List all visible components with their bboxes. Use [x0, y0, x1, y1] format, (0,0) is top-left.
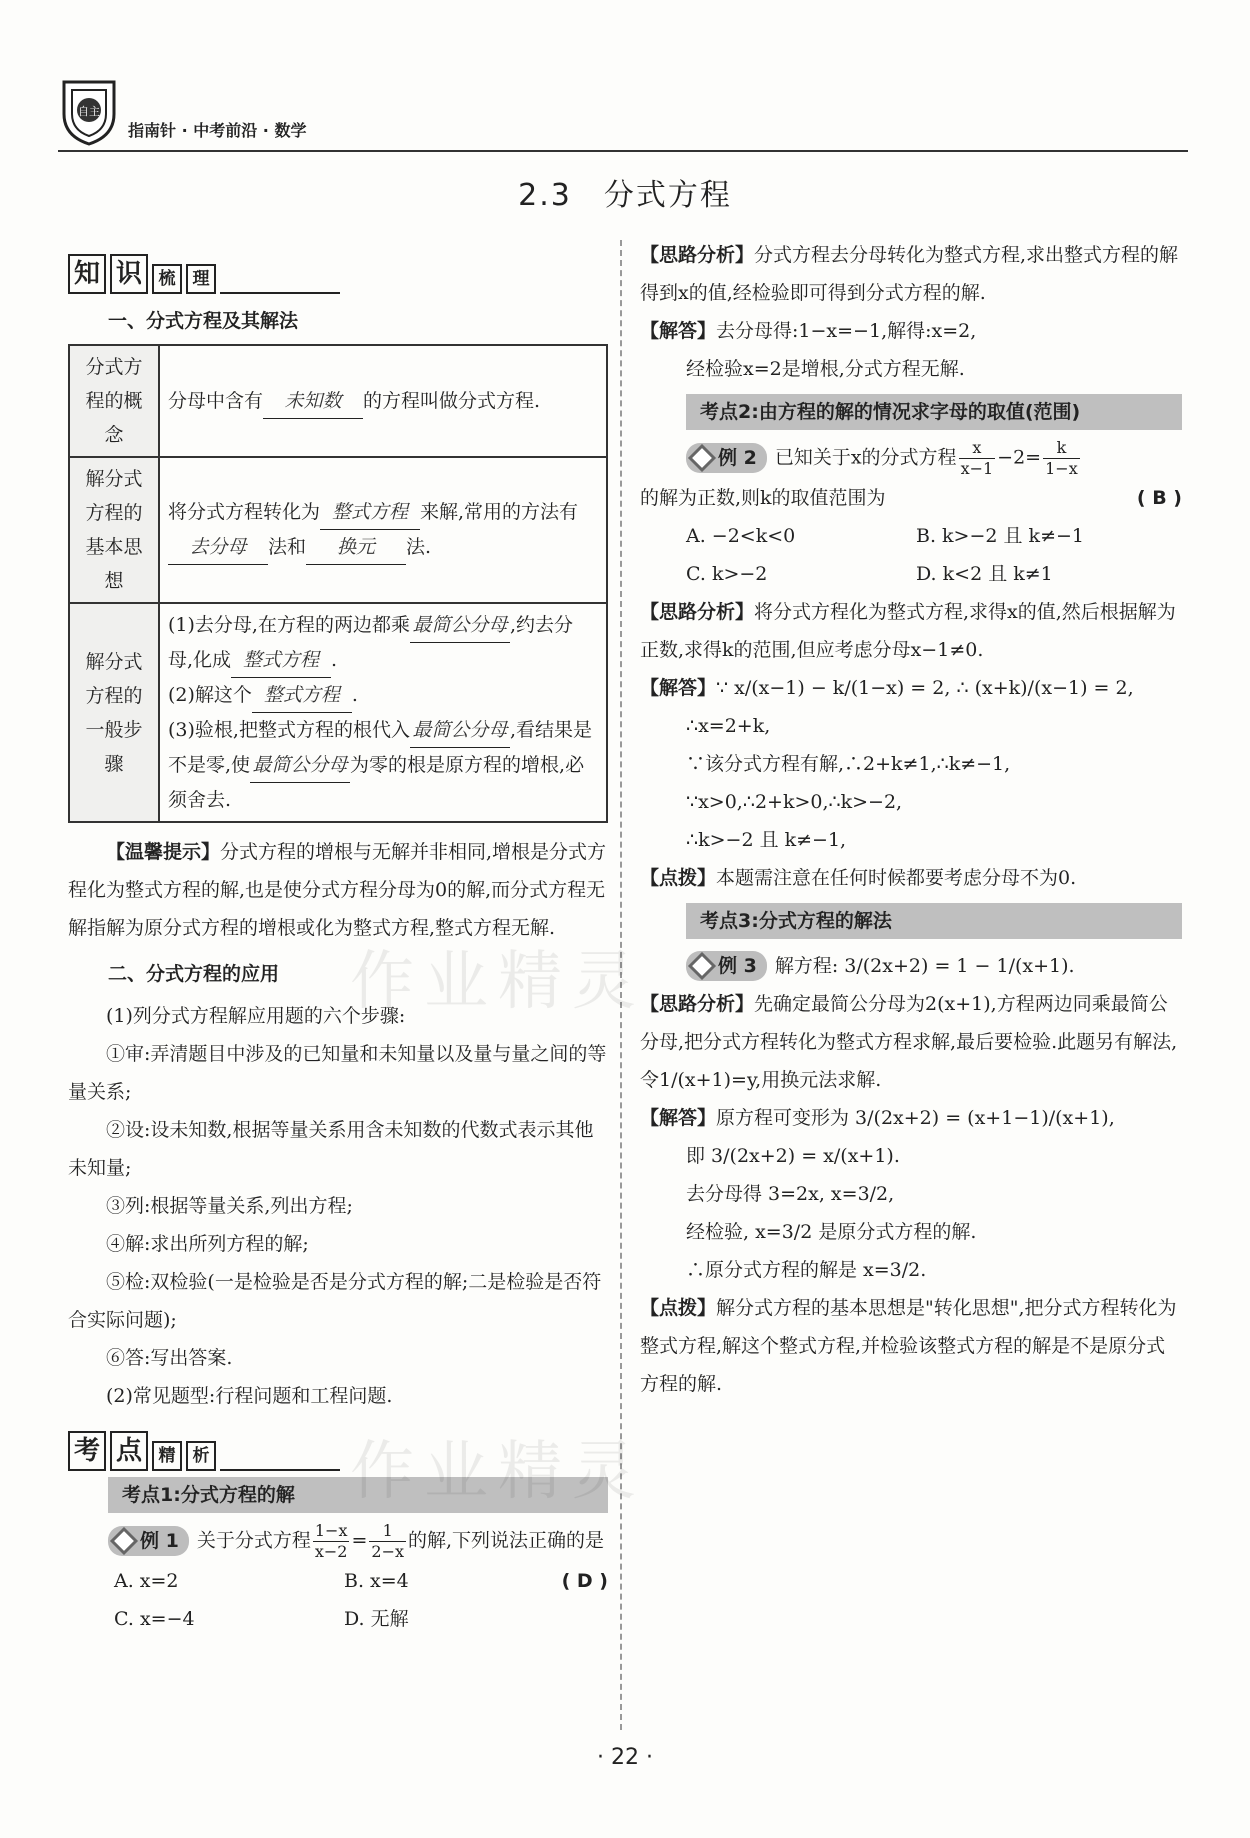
- right-column: 【思路分析】分式方程去分母转化为整式方程,求出整式方程的解得到x的值,经检验即可得到分式方程的解. 【解答】去分母得:1−x=−1,解得:x=2, 经检验x=2是增根,分式方程无解. 考点2:由方程的解的情况求字母的取值(范围) 例 2 已知关于x的分式方程 $\frac{x}{x-1}$ −2= $\frac{k}{1-x}$ 的解为正数,则k的取值范围为 ( B ) A. −2<k<0 B. k>−2 且 k≠−1 C. k>−2 D. k<2 且 k≠1 【思路分析】将分式方程化为整式方程,求得x的值,然后根据解为正数,求得k的范围,但应考虑分母x−1≠0. 【解答】∵ x/(x−1) − k/(1−x) = 2, ∴ (x+k)/(x−1) = 2, ∴x=2+k, ∵该分式方程有解,∴2+k≠1,∴k≠−1, ∵x>0,∴2+k>0,∴k>−2, ∴k>−2 且 k≠−1, 【点拨】本题需注意在任何时候都要考虑分母不为0. 考点3:分式方程的解法 例 3 解方程: 3/(2x+2) = 1 − 1/(x+1). 【思路分析】先确定最简公分母为2(x+1),方程两边同乘最简公分母,把分式方程转化为整式方程求解,最后要检验.此题另有解法,令1/(x+1)=y,用换元法求解. 【解答】原方程可变形为 3/(2x+2) = (x+1−1)/(x+1), 即 3/(2x+2) = x/(x+1). 去分母得 3=2x, x=3/2, 经检验, x=3/2 是原分式方程的解. ∴原分式方程的解是 x=3/2. 【点拨】解分式方程的基本思想是"转化思想",把分式方程转化为整式方程,解这个整式方程,并检验该整式方程的解是不是原分式方程的解.: [640, 236, 1182, 1403]
- solution-1: 【解答】去分母得:1−x=−1,解得:x=2,: [640, 320, 977, 342]
- options: A. x=2 B. x=4 C. x=−4 D. 无解: [114, 1570, 409, 1630]
- table-row: 解分式方程的一般步骤 (1)去分母,在方程的两边都乘 最简公分母 ,约去分母,化成 整式方程 . (2)解这个 整式方程 . (3)验根,把整式方程的根代入 最简公分母 ,看结果是不是零,使 最简公分母 为零的根是原方程的增根,必须舍去.: [69, 603, 607, 822]
- page-number: · 22 ·: [597, 1745, 653, 1770]
- svg-text:自主: 自主: [78, 105, 100, 118]
- step-item: ⑤检:双检验(一是检验是否是分式方程的解;二是检验是否符合实际问题);: [68, 1271, 602, 1331]
- book-title: 指南针 · 中考前沿 · 数学: [128, 121, 307, 140]
- steps-title: (1)列分式方程解应用题的六个步骤:: [106, 1005, 406, 1027]
- tip-paragraph: 【温馨提示】分式方程的增根与无解并非相同,增根是分式方程化为整式方程的解,也是使分式方程分母为0的解,而分式方程无解指解为原分式方程的增根或化为整式方程,整式方程无解.: [68, 841, 607, 939]
- key-point-2: 考点2:由方程的解的情况求字母的取值(范围): [686, 394, 1182, 430]
- example-badge: 例 3: [686, 951, 767, 981]
- key-point-1: 考点1:分式方程的解: [108, 1477, 608, 1513]
- example-badge: 例 1: [108, 1526, 189, 1556]
- hint-2: 【点拨】本题需注意在任何时候都要考虑分母不为0.: [640, 867, 1077, 889]
- part1-title: 一、分式方程及其解法: [108, 310, 299, 332]
- shield-logo-icon: [58, 78, 120, 146]
- knowledge-table: [68, 344, 608, 823]
- analysis-1: 【思路分析】分式方程去分母转化为整式方程,求出整式方程的解得到x的值,经检验即可得到分式方程的解.: [640, 244, 1179, 304]
- analysis-2: 【思路分析】将分式方程化为整式方程,求得x的值,然后根据解为正数,求得k的范围,但应考虑分母x−1≠0.: [640, 601, 1176, 661]
- solution-2: 【解答】∵ x/(x−1) − k/(1−x) = 2, ∴ (x+k)/(x−1) = 2,: [640, 677, 1134, 699]
- example-badge: 例 2: [686, 443, 767, 473]
- analysis-3: 【思路分析】先确定最简公分母为2(x+1),方程两边同乘最简公分母,把分式方程转化为整式方程求解,最后要检验.此题另有解法,令1/(x+1)=y,用换元法求解.: [640, 993, 1178, 1091]
- answer: ( D ): [561, 1570, 608, 1592]
- step-item: ②设:设未知数,根据等量关系用含未知数的代数式表示其他未知量;: [68, 1119, 594, 1179]
- watermark: 作业精灵: [350, 1435, 646, 1509]
- key-point-3: 考点3:分式方程的解法: [686, 903, 1182, 939]
- analysis-heading: 考 点 精 析: [68, 1427, 608, 1471]
- table-row: 分式方程的概念 分母中含有 未知数 的方程叫做分式方程.: [69, 345, 607, 457]
- table-row: 解分式方程的基本思想 将分式方程转化为 整式方程 来解,常用的方法有去分母 法和 换元 法.: [69, 457, 607, 603]
- part2-title: 二、分式方程的应用: [108, 963, 280, 985]
- step-item: ④解:求出所列方程的解;: [106, 1233, 309, 1255]
- example-1: 例 1 关于分式方程 $\frac{1-x}{x-2}$ = $\frac{1}{2-x}$ 的解,下列说法正确的是 ( D ): [68, 1521, 608, 1562]
- watermark: 作业精灵: [350, 945, 646, 1019]
- solution-3: 【解答】原方程可变形为 3/(2x+2) = (x+1−1)/(x+1),: [640, 1107, 1115, 1129]
- step-item: ③列:根据等量关系,列出方程;: [106, 1195, 353, 1217]
- example-2: 例 2 已知关于x的分式方程 $\frac{x}{x-1}$ −2= $\frac{k}{1-x}$: [640, 438, 1182, 479]
- section-title: 2.3 分式方程: [518, 178, 732, 213]
- common-types: (2)常见题型:行程问题和工程问题.: [106, 1385, 393, 1407]
- hint-3: 【点拨】解分式方程的基本思想是"转化思想",把分式方程转化为整式方程,解这个整式方程,并检验该整式方程的解是不是原分式方程的解.: [640, 1297, 1177, 1395]
- options: A. −2<k<0 B. k>−2 且 k≠−1 C. k>−2 D. k<2 且 k≠1: [686, 525, 1085, 585]
- page-header: [58, 78, 1188, 152]
- knowledge-heading: 知 识 梳 理: [68, 250, 608, 294]
- step-item: ⑥答:写出答案.: [106, 1347, 233, 1369]
- answer: ( B ): [1136, 487, 1182, 509]
- step-item: ①审:弄清题目中涉及的已知量和未知量以及量与量之间的等量关系;: [68, 1043, 607, 1103]
- example-3: 例 3 解方程: 3/(2x+2) = 1 − 1/(x+1).: [640, 947, 1182, 985]
